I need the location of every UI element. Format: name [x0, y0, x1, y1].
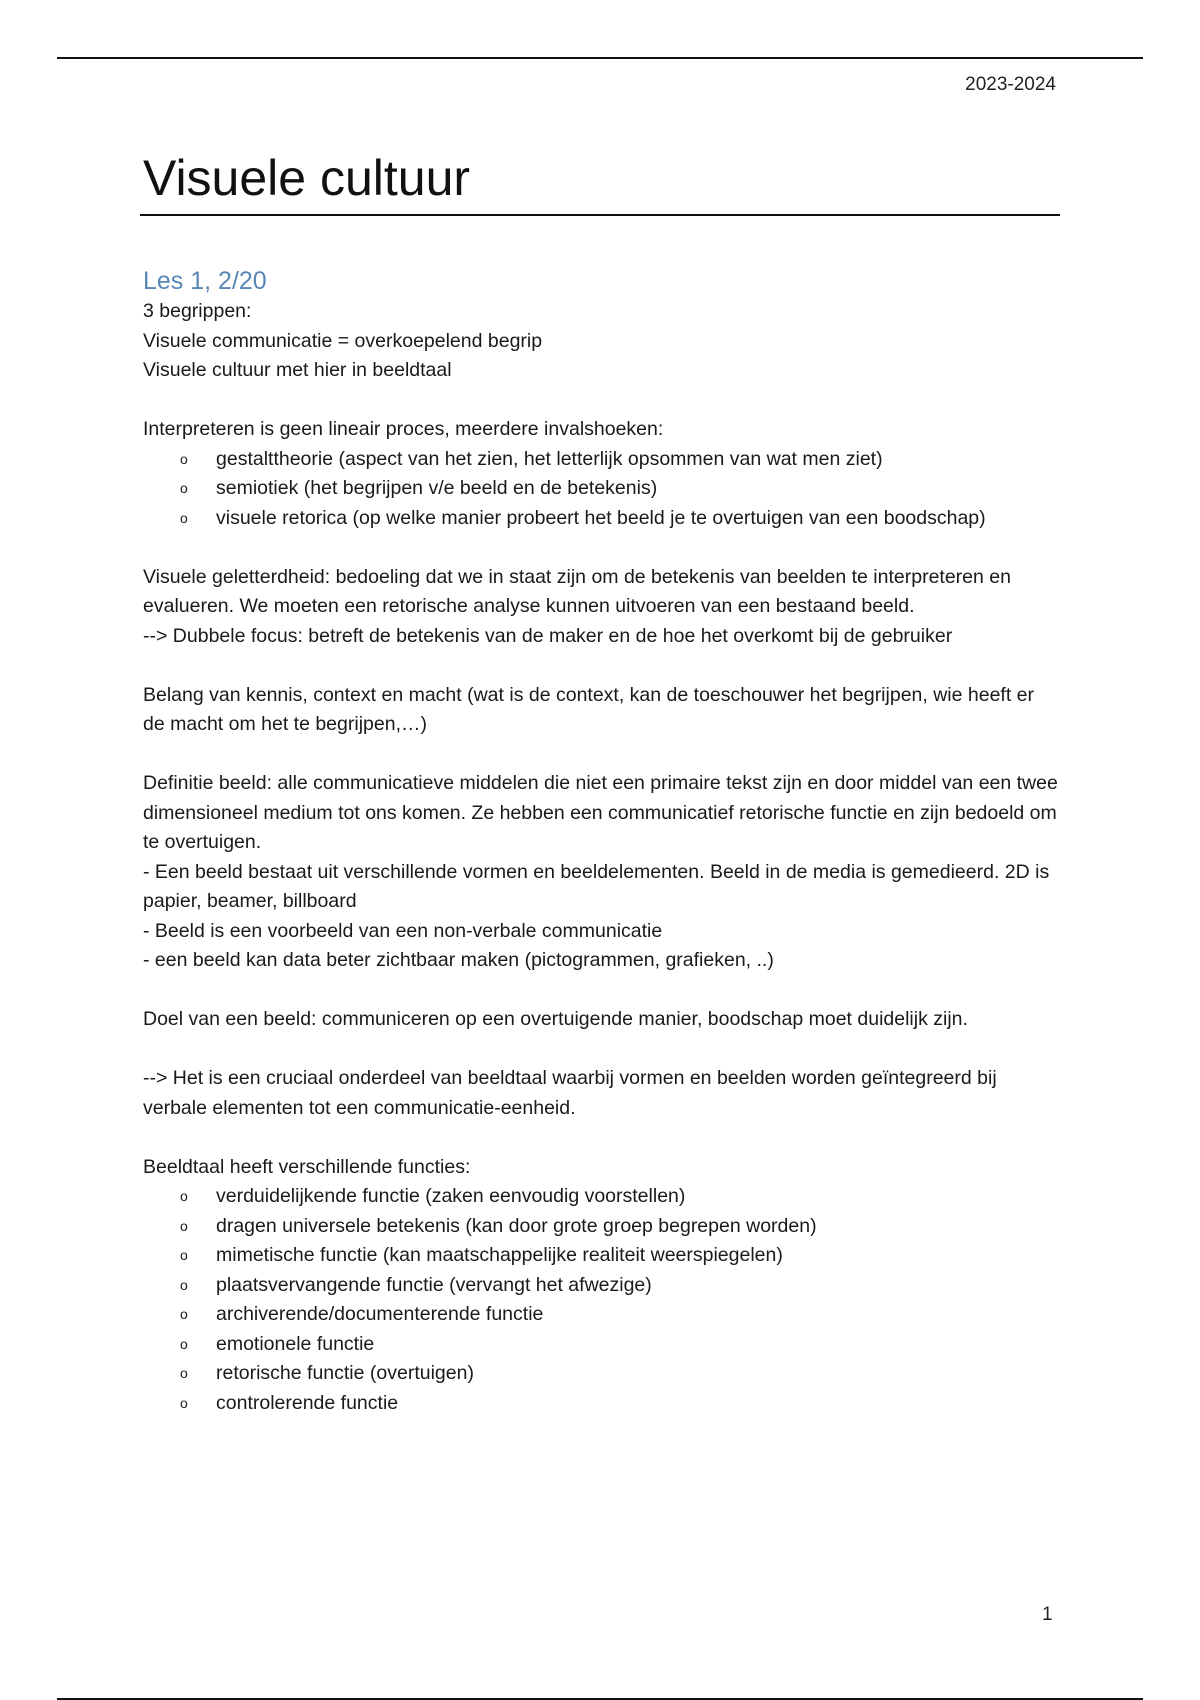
circle-bullet-icon: o: [180, 509, 188, 526]
functions-list: [143, 1182, 1058, 1418]
circle-bullet-icon: o: [180, 1335, 188, 1352]
list-item: o retorische functie (overtuigen): [216, 1359, 1058, 1389]
circle-bullet-icon: o: [180, 480, 188, 496]
circle-bullet-icon: o: [180, 1217, 188, 1234]
list-item: o gestalttheorie (aspect van het zien, het letterlijk opsommen van wat men ziet): [216, 445, 1058, 475]
list-item: o emotionele functie: [216, 1330, 1058, 1360]
list-item: o dragen universele betekenis (kan door grote groep begrepen worden): [216, 1212, 1058, 1242]
circle-bullet-icon: o: [180, 1247, 188, 1263]
circle-bullet-icon: o: [180, 1306, 188, 1322]
paragraph: --> Dubbele focus: betreft de betekenis van de maker en de hoe het overkomt bij de gebruiker: [143, 624, 953, 647]
list-item: o controlerende functie: [216, 1389, 1058, 1419]
paragraph: Visuele communicatie = overkoepelend begrip: [143, 329, 543, 352]
circle-bullet-icon: o: [180, 1188, 188, 1204]
header-year: 2023-2024: [965, 74, 1056, 95]
list-item: o archiverende/documenterende functie: [216, 1300, 1058, 1330]
title-underline: [140, 214, 1060, 216]
list-item: o mimetische functie (kan maatschappelijke realiteit weerspiegelen): [216, 1241, 1058, 1271]
document-title: Visuele cultuur: [143, 150, 471, 206]
paragraph: Doel van een beeld: communiceren op een overtuigende manier, boodschap moet duidelijk zijn.: [143, 1008, 968, 1030]
section-heading: Les 1, 2/20: [143, 267, 267, 295]
paragraph: 3 begrippen:: [143, 300, 252, 322]
document-body: [143, 265, 1058, 1418]
paragraph: - een beeld kan data beter zichtbaar maken (pictogrammen, grafieken, ..): [143, 949, 774, 971]
paragraph: Definitie beeld: alle communicatieve middelen die niet een primaire tekst zijn en door middel van een twee dimensioneel medium tot ons komen. Ze hebben een communicatief retorische functie en zijn bedoeld om te overtuigen.: [143, 772, 1058, 853]
list-item: o visuele retorica (op welke manier probeert het beeld je te overtuigen van een boodschap): [216, 504, 1058, 534]
paragraph: Belang van kennis, context en macht (wat is de context, kan de toeschouwer het begrijpen, wie heeft er de macht om het te begrijpen,…): [143, 683, 1035, 735]
paragraph: Interpreteren is geen lineair proces, meerdere invalshoeken:: [143, 418, 664, 440]
list-item: o plaatsvervangende functie (vervangt het afwezige): [216, 1271, 1058, 1301]
circle-bullet-icon: o: [180, 1394, 188, 1411]
circle-bullet-icon: o: [180, 1365, 188, 1381]
paragraph: Visuele geletterdheid: bedoeling dat we in staat zijn om de betekenis van beelden te interpreteren en evalueren. We moeten een retorische analyse kunnen uitvoeren van een bestaand beeld.: [143, 565, 1011, 617]
header-rule: [57, 57, 1143, 59]
list-item: o semiotiek (het begrijpen v/e beeld en de betekenis): [216, 474, 1058, 504]
circle-bullet-icon: o: [180, 1276, 188, 1293]
circle-bullet-icon: o: [180, 450, 188, 467]
paragraph: Visuele cultuur met hier in beeldtaal: [143, 359, 452, 381]
interpret-list: [143, 445, 1058, 534]
paragraph: - Een beeld bestaat uit verschillende vormen en beeldelementen. Beeld in de media is gemedieerd. 2D is papier, beamer, billboard: [143, 860, 1050, 912]
paragraph: - Beeld is een voorbeeld van een non-verbale communicatie: [143, 919, 663, 942]
paragraph: Beeldtaal heeft verschillende functies:: [143, 1155, 471, 1178]
list-item: o verduidelijkende functie (zaken eenvoudig voorstellen): [216, 1182, 1058, 1212]
page-number: 1: [1042, 1604, 1053, 1625]
paragraph: --> Het is een cruciaal onderdeel van beeldtaal waarbij vormen en beelden worden geïntegreerd bij verbale elementen tot een communicatie-eenheid.: [143, 1067, 997, 1119]
